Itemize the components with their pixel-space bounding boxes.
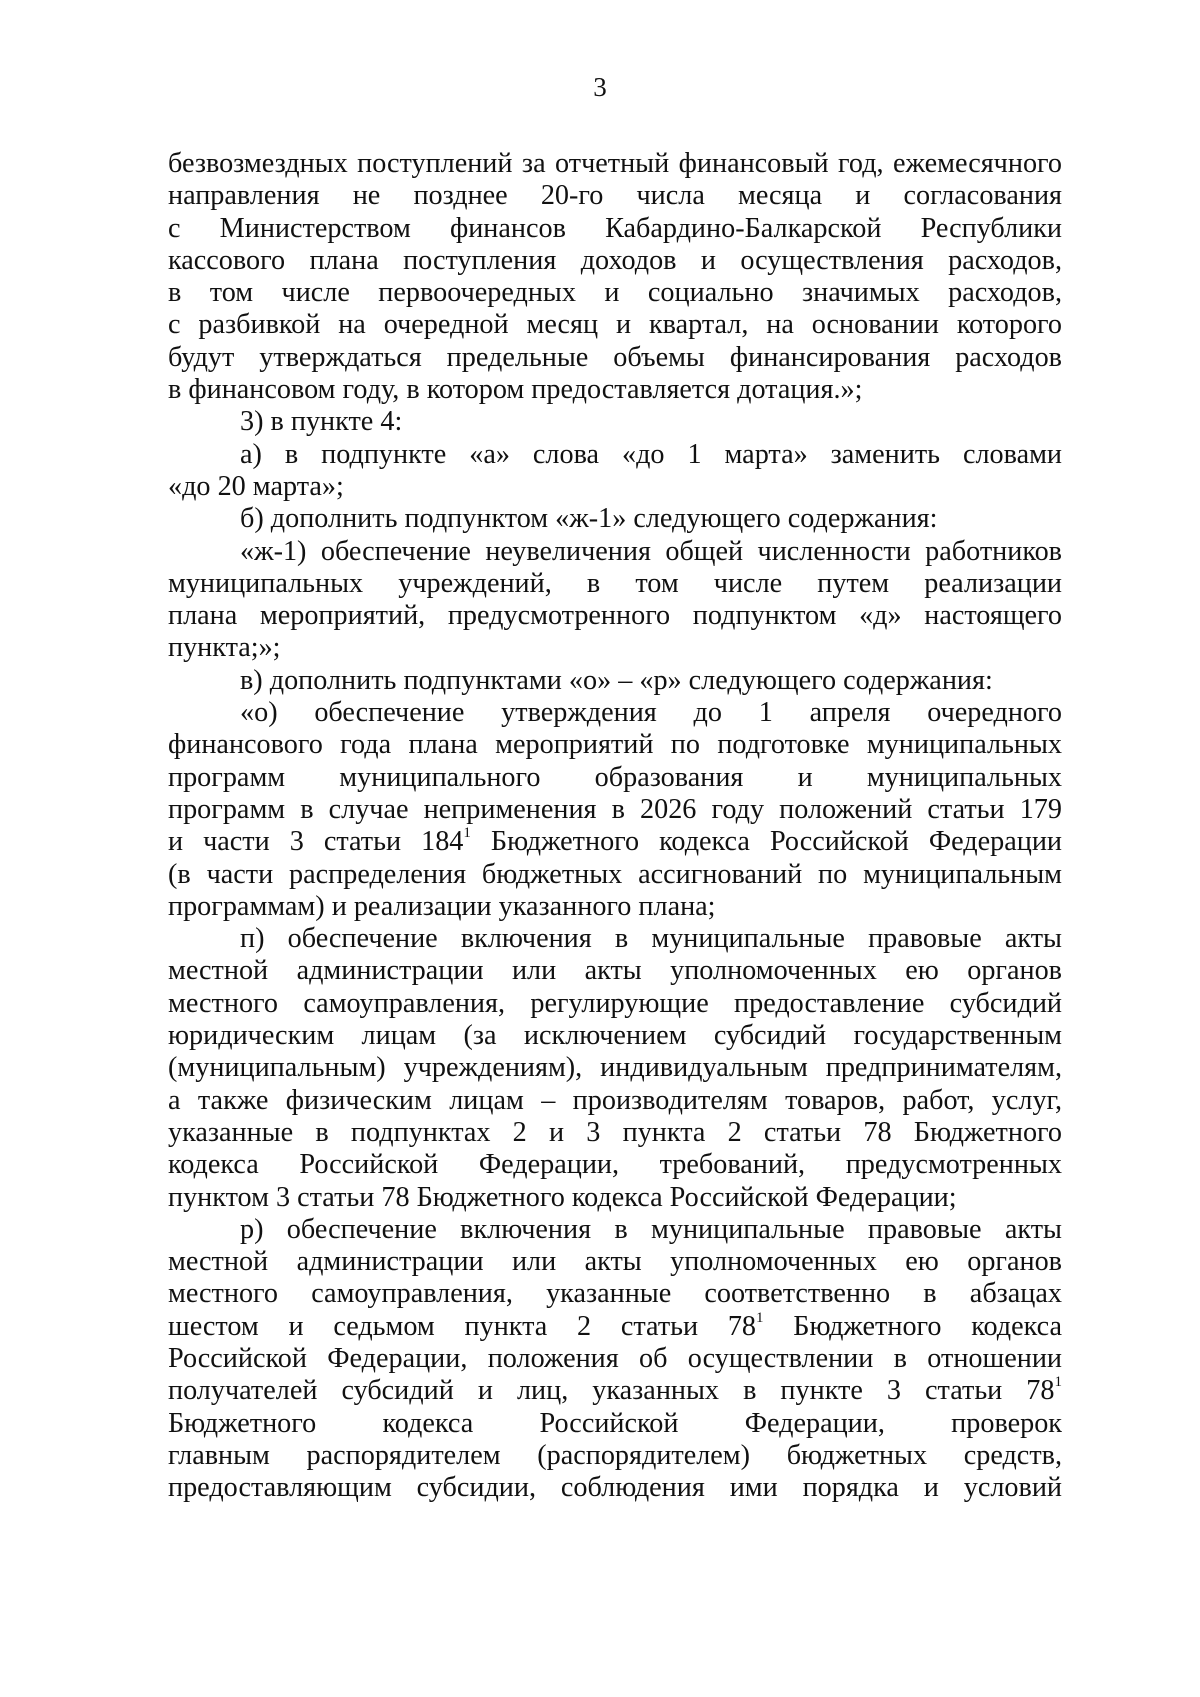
text-line xyxy=(168,1408,1062,1440)
text-line-content: в том числе первоочередных и социально значимых расходов, xyxy=(168,277,1062,309)
text-line xyxy=(168,180,1062,212)
text-line xyxy=(168,1440,1062,1472)
text-line xyxy=(168,1182,1062,1214)
text-line xyxy=(168,471,1062,503)
text-line-content: и части 3 статьи 184 xyxy=(168,826,464,858)
text-line-content: (муниципальным) учреждениям), индивидуальным предпринимателям, xyxy=(168,1052,1062,1084)
text-line-content: пунктом 3 статьи 78 Бюджетного кодекса Российской Федерации; xyxy=(168,1181,957,1213)
text-line xyxy=(168,1343,1062,1375)
text-line-content: указанные в подпунктах 2 и 3 пункта 2 статьи 78 Бюджетного xyxy=(168,1116,1062,1148)
text-line-continuation: Бюджетного кодекса xyxy=(763,1310,1062,1342)
text-line-content: направления не позднее 20-го числа месяца и согласования xyxy=(168,180,1062,212)
text-line-content: кодекса Российской Федерации, требований, предусмотренных xyxy=(168,1149,1062,1181)
text-line xyxy=(168,600,1062,632)
text-line-content: финансового года плана мероприятий по подготовке муниципальных xyxy=(168,729,1062,761)
text-line-content: программ в случае неприменения в 2026 году положений статьи 179 xyxy=(168,793,1062,825)
text-line xyxy=(168,859,1062,891)
text-line-content: программам) и реализации указанного плана; xyxy=(168,890,716,922)
superscript: 1 xyxy=(463,825,471,842)
text-line xyxy=(168,374,1062,406)
text-line-content: плана мероприятий, предусмотренного подпунктом «д» настоящего xyxy=(168,600,1062,632)
text-line-content: получателей субсидий и лиц, указанных в пункте 3 статьи 78 xyxy=(168,1375,1055,1407)
text-line-content: муниципальных учреждений, в том числе путем реализации xyxy=(168,567,1062,599)
text-line-content: пункта;»; xyxy=(168,632,281,664)
text-line-content: б) дополнить подпунктом «ж-1» следующего содержания: xyxy=(240,503,938,535)
text-line-content: местного самоуправления, регулирующие предоставление субсидий xyxy=(168,987,1062,1019)
page-number: 3 xyxy=(593,72,607,102)
text-line-content: программ муниципального образования и муниципальных xyxy=(168,761,1062,793)
text-line-content: будут утверждаться предельные объемы финансирования расходов xyxy=(168,341,1062,373)
text-line xyxy=(168,794,1062,826)
text-line xyxy=(168,955,1062,987)
document-body xyxy=(168,148,1062,1504)
text-line xyxy=(168,1246,1062,1278)
superscript: 1 xyxy=(756,1309,764,1326)
text-line xyxy=(168,729,1062,761)
text-line xyxy=(168,891,1062,923)
text-line xyxy=(168,503,1062,535)
text-line-content: местной администрации или акты уполномоченных ею органов xyxy=(168,955,1062,987)
text-line xyxy=(168,536,1062,568)
text-line xyxy=(168,1085,1062,1117)
text-line xyxy=(168,1311,1062,1343)
text-line xyxy=(168,988,1062,1020)
text-line xyxy=(168,1020,1062,1052)
text-line-content: 3) в пункте 4: xyxy=(240,406,403,438)
text-line xyxy=(168,277,1062,309)
text-line xyxy=(168,1117,1062,1149)
text-line xyxy=(168,245,1062,277)
text-line-content: «о) обеспечение утверждения до 1 апреля очередного xyxy=(240,697,1062,729)
text-line xyxy=(168,1052,1062,1084)
text-line xyxy=(168,1472,1062,1504)
text-line-content: в) дополнить подпунктами «о» – «р» следующего содержания: xyxy=(240,664,993,696)
text-line xyxy=(168,309,1062,341)
text-line-content: безвозмездных поступлений за отчетный финансовый год, ежемесячного xyxy=(168,148,1062,179)
text-line xyxy=(168,148,1062,180)
text-line xyxy=(168,406,1062,438)
text-line-content: местной администрации или акты уполномоченных ею органов xyxy=(168,1246,1062,1278)
text-line-content: Бюджетного кодекса Российской Федерации, проверок xyxy=(168,1407,1062,1439)
text-line-content: юридическим лицам (за исключением субсидий государственным xyxy=(168,1020,1062,1052)
text-line-content: предоставляющим субсидии, соблюдения ими порядка и условий xyxy=(168,1472,1062,1504)
text-line-content: а также физическим лицам – производителям товаров, работ, услуг, xyxy=(168,1084,1062,1116)
text-line-content: «ж-1) обеспечение неувеличения общей численности работников xyxy=(240,535,1062,567)
text-line-content: с разбивкой на очередной месяц и квартал, на основании которого xyxy=(168,309,1062,341)
text-line xyxy=(168,1149,1062,1181)
text-line xyxy=(168,1214,1062,1246)
text-line-content: главным распорядителем (распорядителем) бюджетных средств, xyxy=(168,1439,1062,1471)
text-line-continuation: Бюджетного кодекса Российской Федерации xyxy=(470,826,1062,858)
text-line xyxy=(168,1375,1062,1407)
text-line xyxy=(168,697,1062,729)
text-line-content: р) обеспечение включения в муниципальные правовые акты xyxy=(240,1213,1062,1245)
text-line xyxy=(168,213,1062,245)
text-line-content: с Министерством финансов Кабардино-Балкарской Республики xyxy=(168,212,1062,244)
text-line-content: в финансовом году, в котором предоставляется дотация.»; xyxy=(168,374,863,406)
text-line-content: п) обеспечение включения в муниципальные правовые акты xyxy=(240,923,1062,955)
text-line xyxy=(168,665,1062,697)
text-line xyxy=(168,632,1062,664)
text-line-content: шестом и седьмом пункта 2 статьи 78 xyxy=(168,1310,757,1342)
superscript: 1 xyxy=(1054,1374,1062,1391)
text-line xyxy=(168,568,1062,600)
text-line xyxy=(168,826,1062,858)
text-line xyxy=(168,762,1062,794)
text-line xyxy=(168,1278,1062,1310)
text-line-content: «до 20 марта»; xyxy=(168,470,344,502)
text-line-content: кассового плана поступления доходов и осуществления расходов, xyxy=(168,244,1062,276)
text-line-content: а) в подпункте «а» слова «до 1 марта» заменить словами xyxy=(240,438,1062,470)
text-line xyxy=(168,342,1062,374)
text-line xyxy=(168,923,1062,955)
text-line-content: (в части распределения бюджетных ассигнований по муниципальным xyxy=(168,858,1062,890)
text-line-content: местного самоуправления, указанные соответственно в абзацах xyxy=(168,1278,1062,1310)
text-line-content: Российской Федерации, положения об осуществлении в отношении xyxy=(168,1342,1062,1374)
text-line xyxy=(168,439,1062,471)
